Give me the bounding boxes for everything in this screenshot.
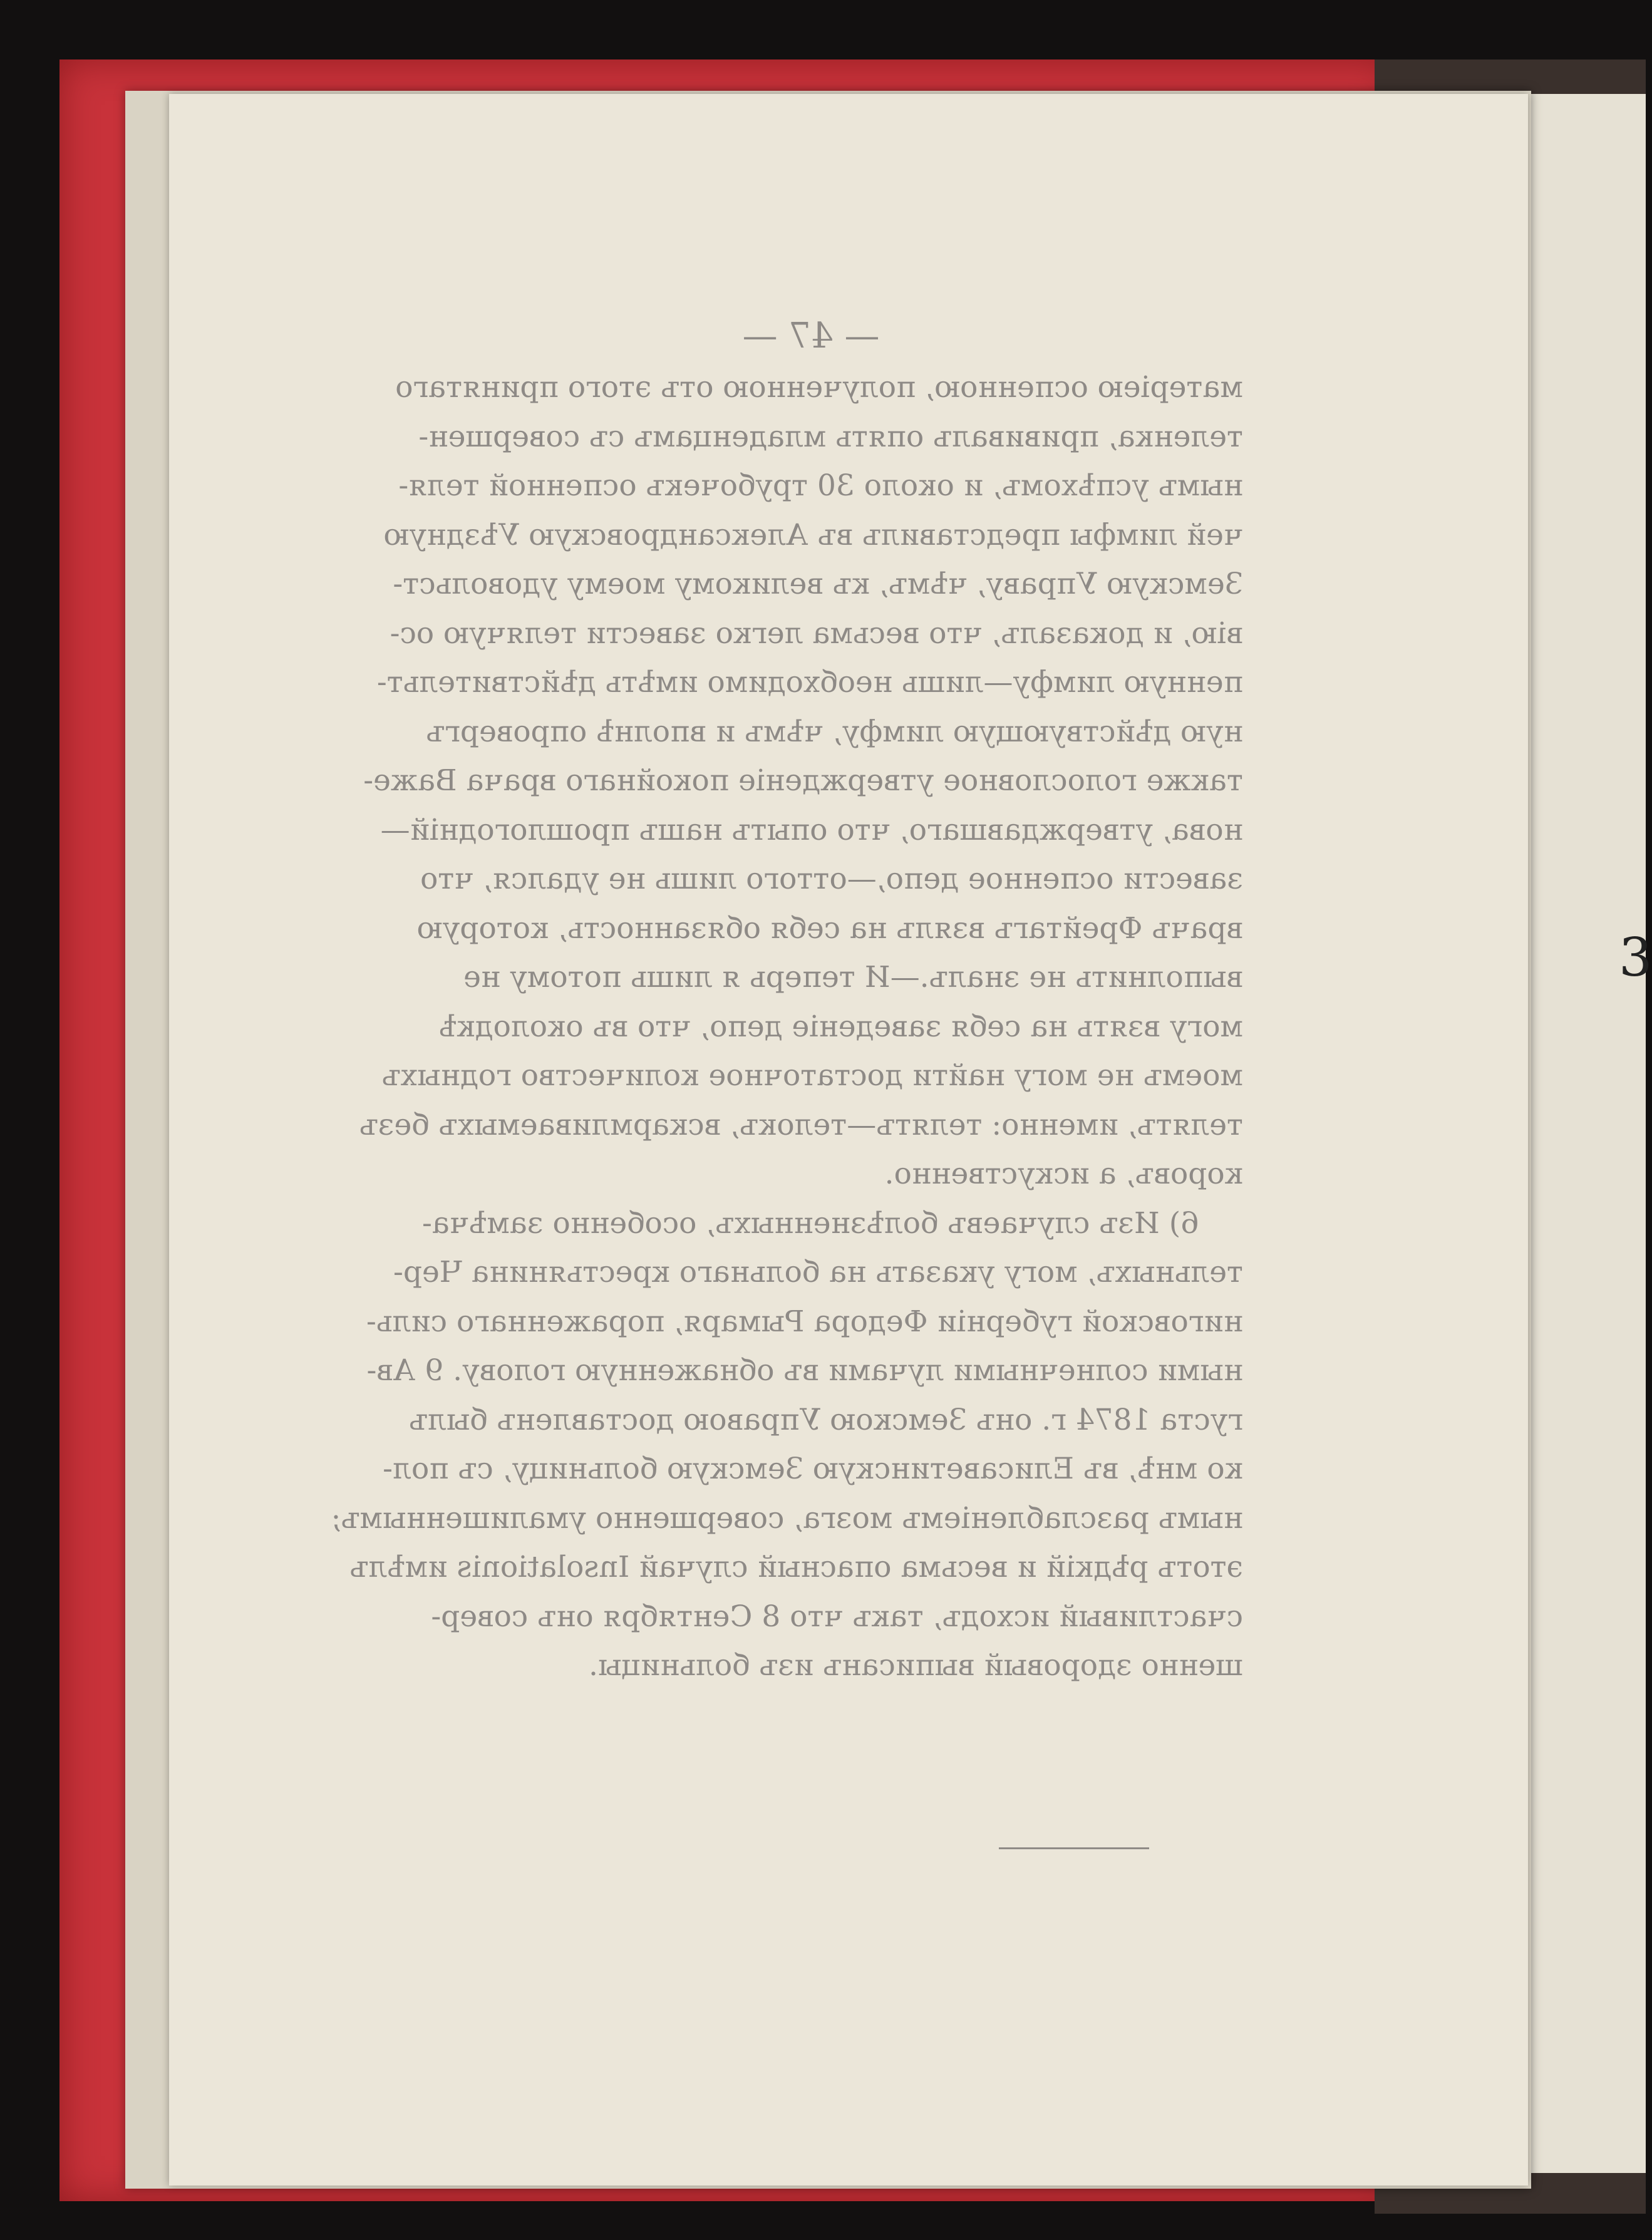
text-line: 6) Изъ случаевъ болѣзненныхъ, особенно замѣча-	[421, 1205, 1199, 1241]
text-line: врачъ Фрейтагъ взялъ на себя обязанность, которую	[416, 911, 1243, 946]
text-line: пенную лимфу—лишь необходимо имѣть дѣйствительт-	[376, 665, 1243, 699]
text-line: матеріею оспенною, полученною отъ этого принятаго	[395, 370, 1243, 405]
page-text-block	[331, 316, 1243, 1691]
text-line: телятъ, именно: телятъ—телокъ, вскармливаемыхъ безъ	[359, 1107, 1243, 1142]
right-page-edge	[1528, 94, 1646, 2173]
text-line: ниговской губерніи Федора Рымаря, пораженнаго силь-	[366, 1304, 1243, 1339]
text-line: ную дѣйствующую лимфу, чѣмъ и вполнѣ опровергъ	[426, 714, 1243, 749]
text-line: теленка, прививалъ опять младенцамъ съ совершен-	[418, 419, 1243, 454]
right-page-character: 3	[1619, 927, 1652, 988]
text-line: ными солнечными лучами въ обнаженную голову. 9 Ав-	[366, 1353, 1243, 1388]
text-line: счастливый исходъ, такъ что 8 Сентября онъ совер-	[431, 1599, 1243, 1634]
text-line: тельныхъ, могу указать на больнаго крестьянина Чер-	[393, 1255, 1243, 1289]
text-line: шенно здоровый выписанъ изъ больницы.	[589, 1648, 1243, 1683]
text-line: нымъ успѣхомъ, и около 30 трубочекъ оспенной теля-	[398, 468, 1243, 503]
text-line: густа 1874 г. онъ Земскою Управою доставленъ былъ	[409, 1402, 1243, 1437]
text-line: коровъ, а искуственно.	[884, 1157, 1243, 1191]
text-line: Земскую Управу, чѣмъ, къ великому моему удовольст-	[393, 567, 1243, 601]
end-rule	[999, 1847, 1149, 1849]
text-line: ко мнѣ, въ Елисаветинскую Земскую больницу, съ пол-	[383, 1452, 1243, 1486]
text-line: вію, и доказалъ, что весьма легко завести телячую ос-	[390, 616, 1243, 651]
text-line: также голословное утвержденіе покойнаго врача Важе-	[363, 763, 1243, 798]
text-line: чей лимфы представилъ въ Александровскую Уѣздную	[383, 517, 1243, 552]
text-line: этотъ рѣдкій и весьма опасный случай Insolationis имѣлъ	[349, 1550, 1243, 1584]
text-line: завести оспенное депо,—оттого лишь не удался, что	[420, 862, 1243, 896]
text-line: могу взять на себя заведеніе депо, что въ околодкѣ	[438, 1009, 1243, 1044]
text-line: моемъ не могу найти достаточное количество годныхъ	[381, 1058, 1243, 1093]
text-line: нымъ разслабленіемъ мозга, совершенно умалишеннымъ;	[331, 1500, 1243, 1535]
page-number: — 47 —	[742, 316, 880, 356]
book-page	[169, 94, 1528, 2186]
text-line: выполнить не зналъ.—И теперь я лишь потому не	[463, 960, 1243, 994]
text-line: нова, утверждавшаго, что опытъ нашъ прошлогодній—	[380, 812, 1243, 847]
